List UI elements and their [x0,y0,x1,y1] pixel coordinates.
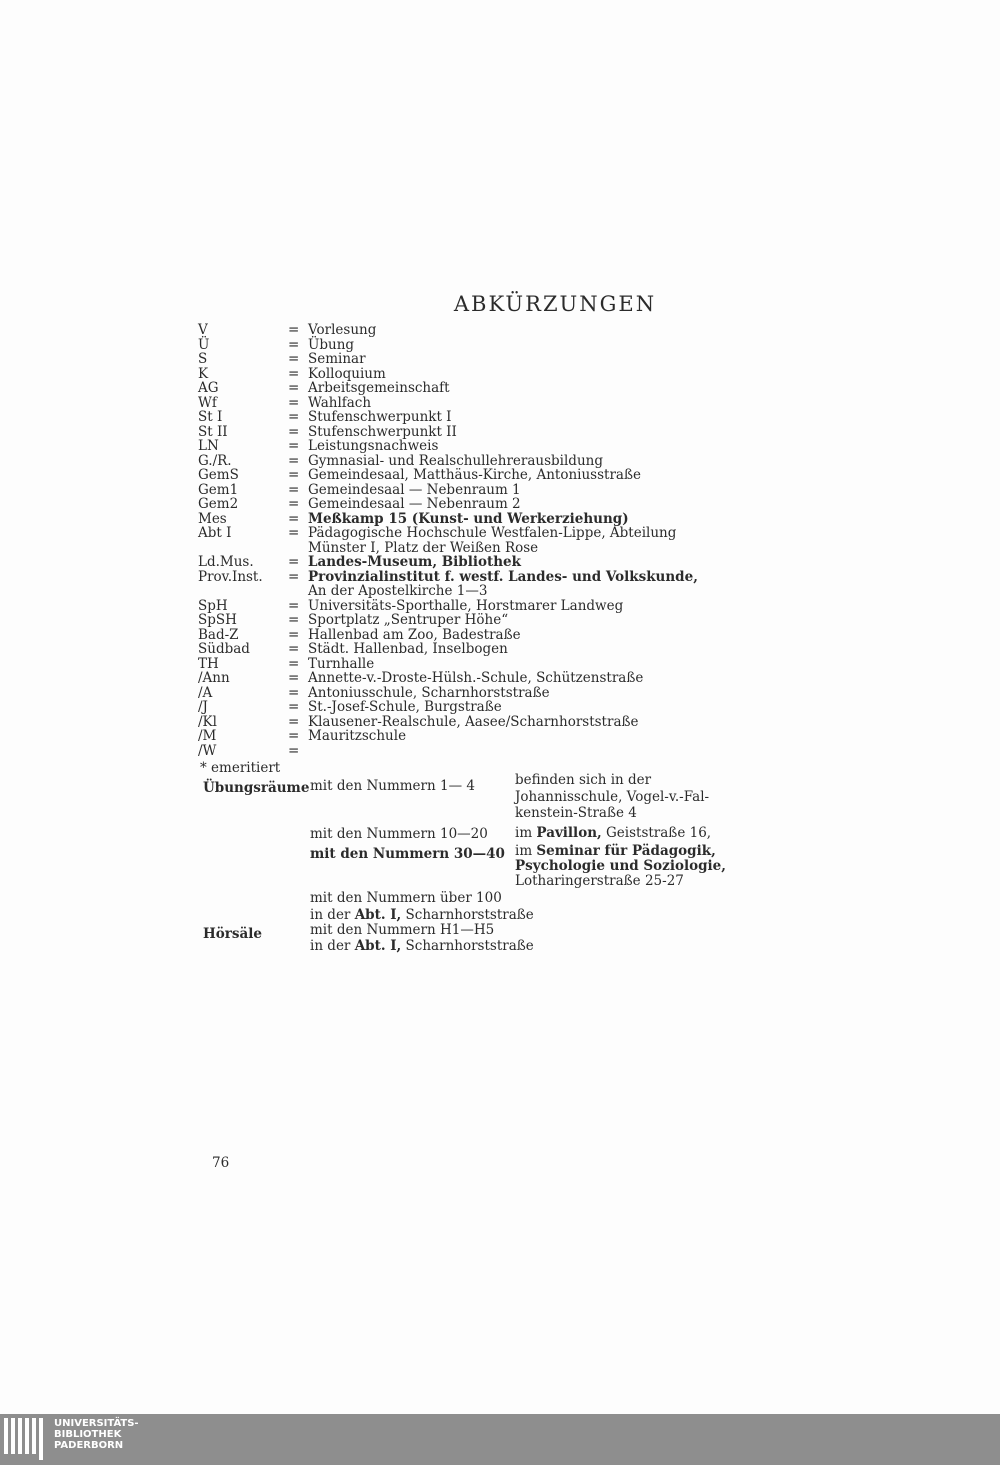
abbreviation-row [198,715,758,730]
abbreviation-desc: Wahlfach [308,394,372,411]
rooms-range-2: mit den Nummern 10—20 [310,826,488,842]
emeritiert-note: * emeritiert [200,760,281,776]
abbreviation-code: Gem2 [198,496,239,512]
abbreviation-code: Mes [198,510,227,527]
abbreviation-desc: Städt. Hallenbad, Inselbogen [308,641,508,657]
rooms-range-3: mit den Nummern 30—40 [310,846,505,862]
library-logo-icon [4,1418,48,1460]
abbreviation-code: Gem1 [198,481,239,498]
hoersaele-label: Hörsäle [203,926,262,942]
abbreviation-row [198,352,758,367]
abbreviation-desc: Gemeindesaal — Nebenraum 1 [308,481,521,498]
abbreviation-code: S [198,351,208,367]
abbreviation-code: /J [198,699,208,715]
rooms-location-1-line-1: befinden sich in der [515,772,652,788]
abbreviation-desc: Landes-Museum, Bibliothek [308,554,521,570]
abbreviation-desc: Kolloquium [308,365,386,382]
abbreviation-code: LN [198,438,219,454]
abbreviation-code: /A [198,684,213,701]
abbreviation-desc: Gemeindesaal — Nebenraum 2 [308,496,521,512]
library-logo-text: UNIVERSITÄTS- BIBLIOTHEK PADERBORN [54,1418,139,1451]
library-footer-bar [0,1414,1000,1465]
abbreviation-desc: Stufenschwerpunkt I [308,409,452,425]
abbreviation-desc: Gemeindesaal, Matthäus-Kirche, Antoniusstraße [308,467,641,483]
abbreviation-code: Prov.Inst. [198,568,263,585]
abbreviation-code: SpSH [198,612,237,628]
abbreviation-code: TH [198,655,219,672]
abbreviation-code: Wf [198,394,217,411]
abbreviation-eq: = [288,713,300,730]
abbreviation-desc: Provinzialinstitut f. westf. Landes- und Volkskunde, [308,568,698,585]
uebungsraeume-label: Übungsräume [203,780,310,796]
abbreviation-row [198,686,758,701]
rooms-location-3-line-1: im Seminar für Pädagogik, [515,843,716,859]
rooms-location-1-line-3: kenstein-Straße 4 [515,805,637,821]
abbreviation-eq: = [288,365,300,382]
abbreviation-row [198,555,758,570]
abbreviation-row [198,367,758,382]
abbreviation-code: Ld.Mus. [198,554,254,570]
abbreviation-desc: Antoniusschule, Scharnhorststraße [308,684,550,701]
abbreviation-eq: = [288,684,300,701]
abbreviation-row [198,613,758,628]
abbreviation-desc: An der Apostelkirche 1—3 [308,583,488,599]
abbreviation-code: SpH [198,597,228,614]
abbreviation-eq: = [288,568,300,585]
abbreviation-code: G./R. [198,452,232,469]
rooms-location-2: im Pavillon, Geiststraße 16, [515,825,712,841]
abbreviation-code: /Ann [198,670,230,686]
abbreviation-row [198,729,758,744]
abbreviation-desc: Arbeitsgemeinschaft [308,380,450,396]
abbreviation-desc: Gymnasial- und Realschullehrerausbildung [308,452,603,469]
abbreviation-desc: Seminar [308,351,366,367]
abbreviation-desc: Klausener-Realschule, Aasee/Scharnhorststraße [308,713,639,730]
abbreviation-desc: Hallenbad am Zoo, Badestraße [308,626,521,643]
abbreviation-code: /M [198,728,217,744]
abbreviation-desc: Münster I, Platz der Weißen Rose [308,539,539,556]
hoersaele-location: in der Abt. I, Scharnhorststraße [310,938,534,954]
abbreviation-eq: = [288,409,300,425]
abbreviation-eq: = [288,525,300,541]
abbreviation-eq: = [288,336,300,353]
abbreviation-row [198,642,758,657]
abbreviation-eq: = [288,452,300,469]
abbreviation-row [198,599,758,614]
abbreviation-eq: = [288,626,300,643]
abbreviation-row [198,512,758,527]
abbreviation-eq: = [288,699,300,715]
rooms-location-3-line-3: Lotharingerstraße 25-27 [515,873,684,889]
abbreviation-row [198,381,758,396]
abbreviation-row [198,396,758,411]
abbreviation-row [198,454,758,469]
abbreviation-desc: Übung [308,336,355,353]
abbreviation-eq: = [288,554,300,570]
abbreviation-desc: St.-Josef-Schule, Burgstraße [308,699,502,715]
abbreviation-row [198,744,758,759]
abbreviation-eq: = [288,394,300,411]
abbreviation-code: AG [198,380,219,396]
abbreviation-row [198,700,758,715]
abbreviation-eq: = [288,496,300,512]
abbreviation-desc: Universitäts-Sporthalle, Horstmarer Landweg [308,597,624,614]
abbreviation-code: Südbad [198,641,250,657]
abbreviation-desc: Mauritzschule [308,728,407,744]
abbreviation-code: V [198,322,208,338]
abbreviation-code: /W [198,742,217,759]
abbreviation-code: St I [198,409,223,425]
abbreviation-row [198,425,758,440]
abbreviation-code: /Kl [198,713,217,730]
abbreviation-eq: = [288,467,300,483]
abbreviation-row [198,468,758,483]
abbreviation-code: St II [198,423,228,440]
abbreviation-row [198,338,758,353]
hoersaele-range: mit den Nummern H1—H5 [310,922,495,938]
abbreviation-list [198,323,758,758]
abbreviation-eq: = [288,322,300,338]
abbreviation-eq: = [288,510,300,527]
abbreviation-desc: Annette-v.-Droste-Hülsh.-Schule, Schützenstraße [308,670,644,686]
abbreviation-desc: Vorlesung [308,322,377,338]
abbreviation-row [198,439,758,454]
rooms-location-3-line-2: Psychologie und Soziologie, [515,858,726,874]
page-number: 76 [212,1155,230,1171]
abbreviation-row [198,483,758,498]
abbreviation-row [198,570,758,585]
abbreviation-row [198,526,758,541]
abbreviation-desc: Leistungsnachweis [308,438,439,454]
abbreviation-desc: Pädagogische Hochschule Westfalen-Lippe, Abteilung [308,525,677,541]
abbreviation-code: K [198,365,209,382]
abbreviation-row [198,541,758,556]
abbreviation-eq: = [288,728,300,744]
rooms-location-1-line-2: Johannisschule, Vogel-v.-Fal- [515,789,710,805]
abbreviation-eq: = [288,597,300,614]
abbreviation-row [198,323,758,338]
abbreviation-eq: = [288,612,300,628]
abbreviation-row [198,671,758,686]
abbreviation-eq: = [288,380,300,396]
abbreviation-eq: = [288,351,300,367]
abbreviation-eq: = [288,423,300,440]
abbreviation-row [198,410,758,425]
page-title: ABKÜRZUNGEN [453,292,657,316]
abbreviation-code: Bad-Z [198,626,239,643]
abbreviation-desc: Stufenschwerpunkt II [308,423,457,440]
abbreviation-eq: = [288,481,300,498]
abbreviation-eq: = [288,641,300,657]
abbreviation-row [198,628,758,643]
abbreviation-eq: = [288,670,300,686]
abbreviation-row [198,657,758,672]
abbreviation-row [198,584,758,599]
abbreviation-eq: = [288,742,300,759]
abbreviation-row [198,497,758,512]
abbreviation-code: Abt I [198,525,232,541]
abbreviation-desc: Meßkamp 15 (Kunst- und Werkerziehung) [308,510,629,527]
rooms-range-1: mit den Nummern 1— 4 [310,778,475,794]
abbreviation-code: GemS [198,467,239,483]
rooms-location-4: in der Abt. I, Scharnhorststraße [310,907,534,923]
abbreviation-eq: = [288,655,300,672]
abbreviation-desc: Turnhalle [308,655,375,672]
abbreviation-code: Ü [198,336,210,353]
abbreviation-eq: = [288,438,300,454]
abbreviation-desc: Sportplatz „Sentruper Höhe“ [308,612,509,628]
rooms-range-4: mit den Nummern über 100 [310,890,502,906]
